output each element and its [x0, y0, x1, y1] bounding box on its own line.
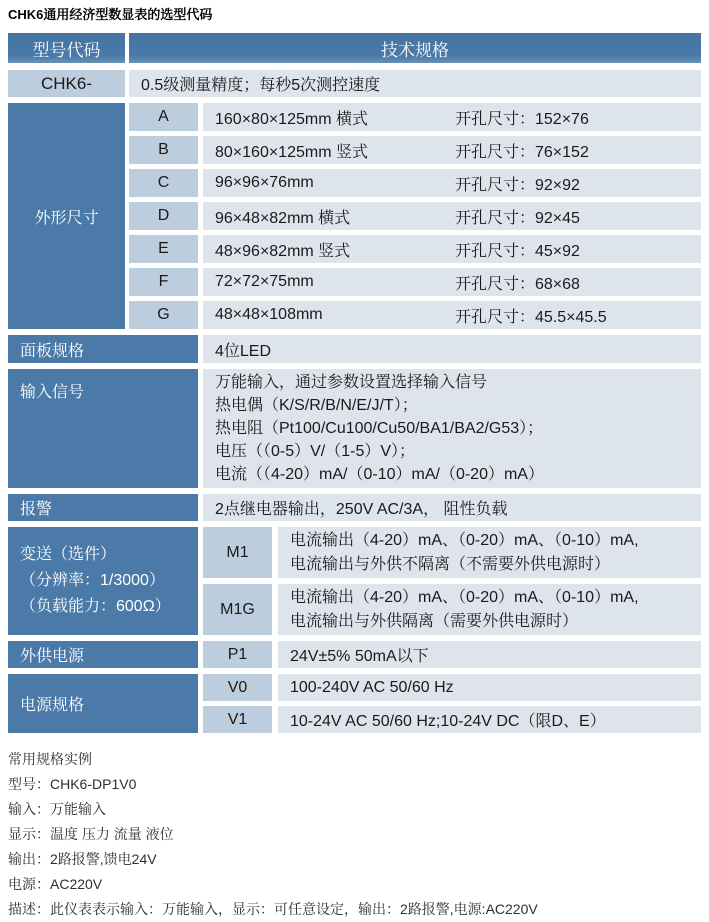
- dim-content: [203, 301, 701, 329]
- dim-size: 72×72×75mm: [215, 273, 314, 290]
- example-line: 型号：CHK6-DP1V0: [8, 776, 137, 792]
- table-row: [203, 706, 701, 733]
- ext-power-value: 24V±5% 50mA以下: [278, 641, 701, 668]
- model-spec-cell: 0.5级测量精度；每秒5次测控速度: [129, 70, 701, 97]
- power-rows: [203, 674, 701, 733]
- dim-content: [203, 103, 701, 131]
- dim-size: 48×48×108mm: [215, 306, 323, 323]
- transmit-content: [278, 584, 701, 635]
- transmit-line: 电流输出与外供隔离（需要外供电源时）: [290, 612, 579, 630]
- alarm-label: 报警: [8, 494, 198, 521]
- table-row: [203, 527, 701, 578]
- table-row: [203, 584, 701, 635]
- table-row: [129, 235, 701, 263]
- power-label: 电源规格: [8, 674, 198, 733]
- dim-code: B: [129, 136, 198, 164]
- transmit-section: [8, 527, 701, 635]
- model-code-cell: CHK6-: [8, 70, 125, 97]
- example-line: 描述：此仪表表示输入：万能输入，显示：可任意设定，输出：2路报警,电源:AC220V: [8, 901, 538, 917]
- input-signal-label: 输入信号: [8, 369, 198, 488]
- dim-code: G: [129, 301, 198, 329]
- dim-content: [203, 202, 701, 230]
- dim-size: 48×96×82mm 竖式: [215, 242, 351, 260]
- input-signal-line: 热电阻（Pt100/Cu100/Cu50/BA1/BA2/G53）；: [215, 420, 544, 437]
- transmit-rows: [203, 527, 701, 635]
- transmit-label-line: （分辨率：1/3000）: [20, 572, 165, 589]
- example-line: 输入：万能输入: [8, 801, 106, 817]
- alarm-value: 2点继电器输出，250V AC/3A， 阻性负载: [203, 494, 701, 521]
- example-line: 输出：2路报警,馈电24V: [8, 851, 157, 867]
- dim-content: [203, 268, 701, 296]
- table-row: [129, 136, 701, 164]
- dim-code: A: [129, 103, 198, 131]
- dim-cutout: 开孔尺寸：45×92: [455, 242, 580, 260]
- dim-code: D: [129, 202, 198, 230]
- dim-cutout: 开孔尺寸：76×152: [455, 143, 589, 161]
- dim-code: E: [129, 235, 198, 263]
- dim-code: F: [129, 268, 198, 296]
- dim-size: 160×80×125mm 横式: [215, 110, 368, 128]
- input-signal-content: [203, 369, 701, 488]
- transmit-label-line: （负载能力：600Ω）: [20, 598, 171, 615]
- transmit-label-line: 变送（选件）: [20, 546, 117, 563]
- table-row: [129, 202, 701, 230]
- dim-cutout: 开孔尺寸：152×76: [455, 110, 589, 128]
- dim-cutout: 开孔尺寸：45.5×45.5: [455, 308, 607, 326]
- dimensions-section: [8, 103, 701, 329]
- panel-value: 4位LED: [203, 335, 701, 363]
- table-row: [129, 301, 701, 329]
- selection-code-table: [8, 33, 701, 733]
- dimensions-rows: [129, 103, 701, 329]
- table-row: [129, 103, 701, 131]
- header-tech-spec: 技术规格: [129, 33, 701, 63]
- dim-cutout: 开孔尺寸：68×68: [455, 275, 580, 293]
- dim-content: [203, 169, 701, 197]
- example-line: 显示：温度 压力 流量 液位: [8, 826, 174, 842]
- table-row: [129, 169, 701, 197]
- alarm-row: [8, 494, 701, 521]
- ext-power-label: 外供电源: [8, 641, 198, 668]
- transmit-line: 电流输出与外供不隔离（不需要外供电源时）: [290, 555, 611, 573]
- power-value: 100-240V AC 50/60 Hz: [278, 674, 701, 701]
- panel-label: 面板规格: [8, 335, 198, 363]
- dim-size: 96×48×82mm 横式: [215, 209, 351, 227]
- input-signal-row: [8, 369, 701, 488]
- dim-content: [203, 136, 701, 164]
- table-row: [203, 674, 701, 701]
- page-title: CHK6通用经济型数显表的选型代码: [8, 7, 213, 22]
- transmit-code: M1: [203, 527, 272, 578]
- ext-power-code: P1: [203, 641, 272, 668]
- table-row: [129, 268, 701, 296]
- transmit-content: [278, 527, 701, 578]
- example-heading: 常用规格实例: [8, 751, 92, 767]
- panel-row: [8, 335, 701, 363]
- input-signal-line: 热电偶（K/S/R/B/N/E/J/T）；: [215, 397, 418, 414]
- example-block: [8, 747, 701, 922]
- dim-code: C: [129, 169, 198, 197]
- dim-size: 80×160×125mm 竖式: [215, 143, 368, 161]
- dimensions-label: 外形尺寸: [8, 103, 125, 329]
- input-signal-line: 电流（（4-20）mA/（0-10）mA/（0-20）mA）: [215, 466, 544, 483]
- dim-cutout: 开孔尺寸：92×45: [455, 209, 580, 227]
- power-code: V0: [203, 674, 272, 701]
- example-line: 电源：AC220V: [8, 876, 103, 892]
- ext-power-row: [8, 641, 701, 668]
- model-row: [8, 70, 701, 97]
- input-signal-line: 电压（（0-5）V/（1-5）V）；: [215, 443, 416, 460]
- transmit-line: 电流输出（4-20）mA、（0-20）mA、（0-10）mA,: [290, 588, 639, 606]
- table-header-row: [8, 33, 701, 63]
- input-signal-line: 万能输入，通过参数设置选择输入信号: [215, 374, 488, 391]
- transmit-label: [8, 527, 198, 635]
- power-code: V1: [203, 706, 272, 733]
- transmit-code: M1G: [203, 584, 272, 635]
- dim-cutout: 开孔尺寸：92×92: [455, 176, 580, 194]
- transmit-line: 电流输出（4-20）mA、（0-20）mA、（0-10）mA,: [290, 531, 639, 549]
- power-section: [8, 674, 701, 733]
- power-value: 10-24V AC 50/60 Hz;10-24V DC（限D、E）: [278, 706, 701, 733]
- header-model-code: 型号代码: [8, 33, 125, 63]
- dim-size: 96×96×76mm: [215, 174, 314, 191]
- dim-content: [203, 235, 701, 263]
